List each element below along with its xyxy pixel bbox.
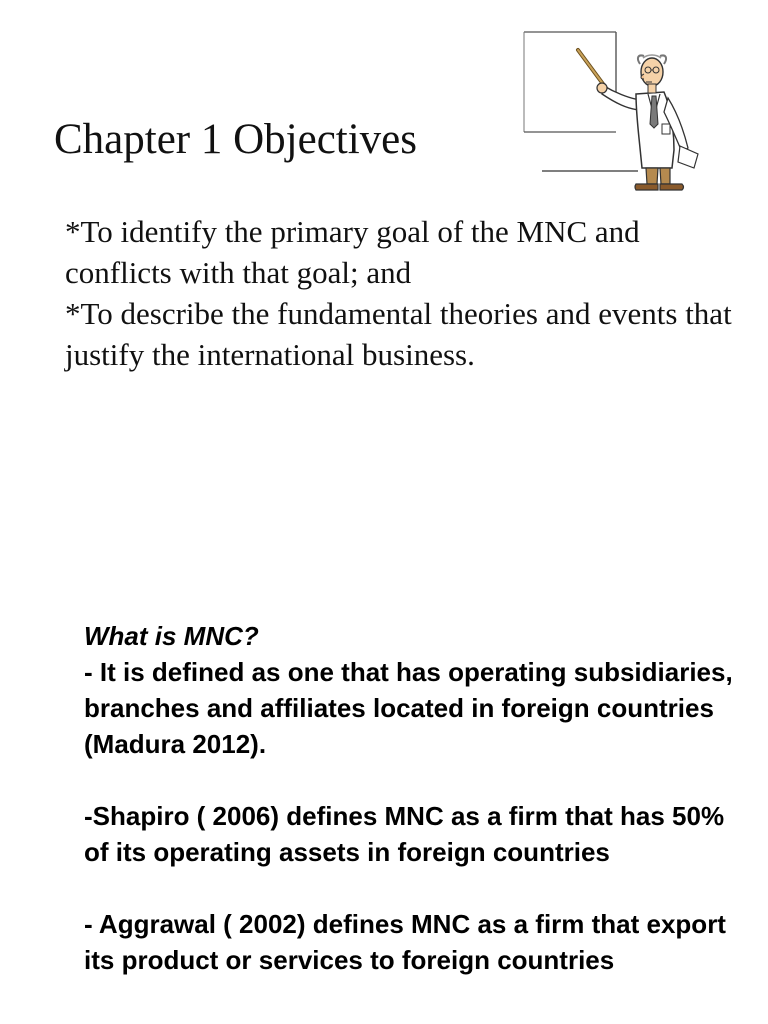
paragraph-spacer (84, 870, 744, 906)
objectives-list (65, 211, 745, 375)
objective-item: *To identify the primary goal of the MNC and conflicts with that goal; and (65, 214, 640, 290)
mnc-definition: - It is defined as one that has operating subsidiaries, branches and affiliates located in foreign countries (Madura 2012). (84, 657, 733, 759)
mnc-definition-section (84, 618, 744, 978)
objective-item: *To describe the fundamental theories and events that justify the international business. (65, 296, 732, 372)
paragraph-spacer (84, 762, 744, 798)
mnc-question: What is MNC? (84, 621, 259, 651)
mnc-definition: - Aggrawal ( 2002) defines MNC as a firm that export its product or services to foreign countries (84, 909, 726, 975)
slide-title: Chapter 1 Objectives (54, 116, 418, 163)
mnc-definition: -Shapiro ( 2006) defines MNC as a firm that has 50% of its operating assets in foreign countries (84, 801, 725, 867)
teacher-with-pointer-icon (518, 28, 704, 196)
